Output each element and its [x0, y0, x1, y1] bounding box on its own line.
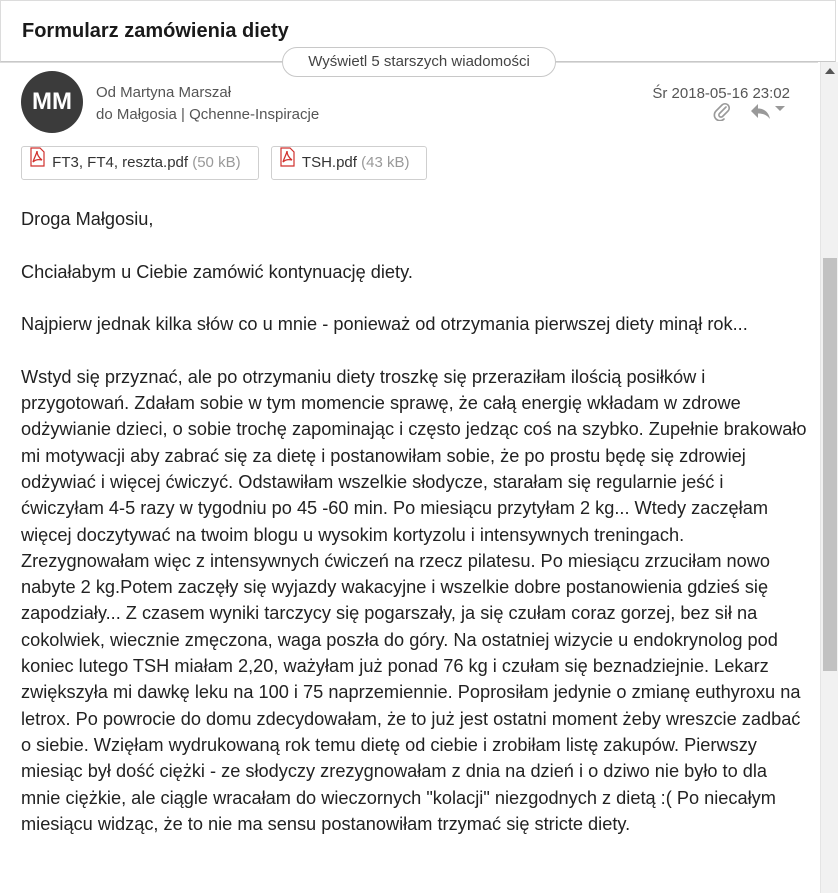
scroll-up-arrow[interactable]: [825, 68, 835, 74]
avatar: MM: [21, 71, 83, 133]
recipient: do Małgosia | Qchenne-Inspiracje: [96, 106, 320, 123]
scroll-thumb[interactable]: [823, 258, 837, 671]
reply-icon[interactable]: [748, 101, 772, 126]
message-date: Śr 2018-05-16 23:02: [652, 85, 790, 102]
attachment-name: TSH.pdf: [301, 154, 357, 171]
attachment-size: (50 kB): [192, 154, 241, 171]
sender: Od Martyna Marszał: [96, 84, 232, 101]
attachment-name: FT3, FT4, reszta.pdf: [52, 154, 189, 171]
chevron-down-icon[interactable]: [774, 101, 786, 119]
paperclip-icon: [712, 101, 732, 126]
message-actions: [712, 101, 792, 127]
pdf-file-icon: [278, 147, 298, 179]
body-paragraph: Najpierw jednak kilka słów co u mnie - ponieważ od otrzymania pierwszej diety minął rok...: [21, 314, 748, 335]
pdf-file-icon: [28, 147, 48, 179]
attachment-1[interactable]: [21, 146, 259, 180]
vertical-scrollbar[interactable]: [820, 62, 838, 893]
email-subject: Formularz zamówienia diety: [22, 20, 289, 42]
show-older-messages-button[interactable]: Wyświetl 5 starszych wiadomości: [282, 47, 556, 77]
message-body: [21, 206, 811, 863]
body-paragraph: Wstyd się przyznać, ale po otrzymaniu diety troszkę się przeraziłam ilością posiłków i przygotowań. Zdałam sobie w tym momencie sprawę, że całą energię wkładam w zdrowe odżywianie dzieci, o sobie trochę zapominając i często jedząc coś na szybko. Zupełnie brakowało mi motywacji aby zabrać się za dietę i postanowiłam sobie, że po prostu będę się zdrowiej odżywiać i więcej ćwiczyć. Odstawiłam wszelkie słodycze, starałam się regularnie jeść i ćwiczyłam 4-5 razy w tygodniu po 45 -60 min. Po miesiącu przytyłam 2 kg... Wtedy zaczęłam więcej doczytywać na twoim blogu u wysokim kortyzolu i intensywnych treningach. Zrezygnowałam więc z intensywnych ćwiczeń na rzecz pilatesu. Po miesiącu zrzuciłam nowo nabyte 2 kg.Potem zaczęły się wyjazdy wakacyjne i wszelkie dobre postanowienia gdzieś się zapodziały... Z czasem wyniki tarczycy się pogarszały, ja się czułam coraz gorzej, bez sił na cokolwiek, wiecznie zmęczona, waga poszła do góry. Na ostatniej wizycie u endokrynolog pod koniec lutego TSH miałam 2,20, ważyłam już ponad 76 kg i czułam się beznadziejnie. Lekarz zwiększyła mi dawkę leku na 100 i 75 naprzemiennie. Poprosiłam jedynie o zmianę euthyroxu na letrox. Po powrocie do domu zdecydowałam, że to już jest ostatni moment żeby wreszcie zadbać o siebie. Wzięłam wydrukowaną rok temu dietę od ciebie i zrobiłam listę zakupów. Pierwszy miesiąc był dość ciężki - ze słodyczy zrezygnowałam z dnia na dzień i o dziwo nie było to dla mnie ciężkie, ale ciągle wracałam do wieczornych "kolacji" niezgodnych z dietą :( Po niecałym miesiącu widząc, że to nie ma sensu postanowiłam trzymać się stricte diety.: [21, 366, 807, 834]
attachment-size: (43 kB): [361, 154, 410, 171]
body-paragraph: Chciałabym u Ciebie zamówić kontynuację diety.: [21, 261, 413, 282]
greeting: Droga Małgosiu,: [21, 209, 154, 229]
attachment-2[interactable]: [271, 146, 427, 180]
